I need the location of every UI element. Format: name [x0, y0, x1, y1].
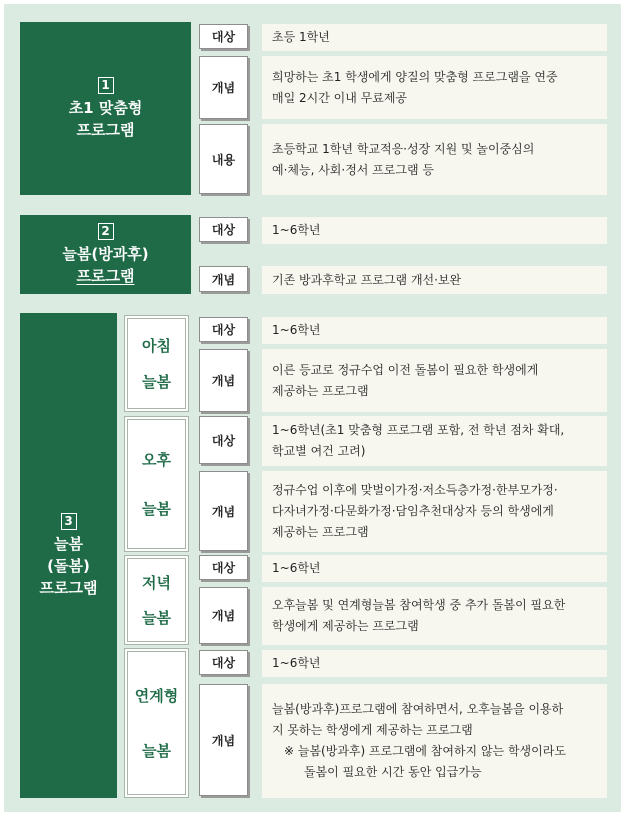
- linked-target-label: 대상: [199, 650, 248, 675]
- evening-target-label: 대상: [199, 555, 248, 580]
- afternoon-neulbom: 오후 늘봄: [124, 416, 189, 552]
- afternoon-concept-value: 정규수업 이후에 맞벌이가정·저소득층가정·한부모가정· 다자녀가정·다문화가정·담임추천대상자 등의 학생에게 제공하는 프로그램: [262, 471, 607, 552]
- evening-neulbom: 저녁 늘봄: [124, 555, 189, 645]
- morning-target-value: 1~6학년: [262, 317, 607, 344]
- afternoon-target-label: 대상: [199, 416, 248, 464]
- morning-concept-label: 개념: [199, 349, 248, 412]
- linked-concept-value: 늘봄(방과후)프로그램에 참여하면서, 오후늘봄을 이용하 지 못하는 학생에게 제공하는 프로그램 ※ 늘봄(방과후) 프로그램에 참여하지 않는 학생이라도 돌봄이 필요한 시간 동안 입급가능: [262, 684, 607, 798]
- section3-title-line2: (돌봄): [47, 556, 90, 575]
- section1-content-value: 초등학교 1학년 학교적응·성장 지원 및 놀이중심의 예·체능, 사회·정서 프로그램 등: [262, 124, 607, 195]
- section1-concept-value: 희망하는 초1 학생에게 양질의 맞춤형 프로그램을 연중 매일 2시간 이내 무료제공: [262, 56, 607, 119]
- section1-header: [20, 22, 191, 195]
- section2-concept-value: 기존 방과후학교 프로그램 개선·보완: [262, 266, 607, 294]
- morning-concept-value: 이른 등교로 정규수업 이전 돌봄이 필요한 학생에게 제공하는 프로그램: [262, 349, 607, 412]
- section3-title-line3: 프로그램: [39, 578, 98, 597]
- section3-title-line1: 늘봄: [54, 534, 83, 553]
- section1-target-value: 초등 1학년: [262, 24, 607, 51]
- section2-target-label: 대상: [199, 217, 248, 242]
- section1-number: 1: [98, 77, 114, 94]
- afternoon-target-value: 1~6학년(초1 맞춤형 프로그램 포함, 전 학년 점차 확대, 학교별 여건 고려): [262, 416, 607, 466]
- section1-concept-label: 개념: [199, 56, 248, 119]
- program-table: [4, 4, 621, 812]
- evening-concept-label: 개념: [199, 587, 248, 644]
- section1-title-line2: 프로그램: [76, 120, 135, 139]
- linked-target-value: 1~6학년: [262, 650, 607, 677]
- section1-target-label: 대상: [199, 24, 248, 49]
- section2-target-value: 1~6학년: [262, 217, 607, 244]
- section2-title-line1: 늘봄(방과후): [62, 244, 149, 263]
- section3-number: 3: [61, 513, 77, 530]
- section2-concept-label: 개념: [199, 266, 248, 292]
- section1-content-label: 내용: [199, 124, 248, 194]
- linked-concept-label: 개념: [199, 684, 248, 796]
- afternoon-concept-label: 개념: [199, 471, 248, 551]
- section2-header: [20, 215, 191, 294]
- section1-title-line1: 초1 맞춤형: [68, 98, 143, 117]
- section2-number: 2: [98, 223, 114, 240]
- linked-neulbom: 연계형 늘봄: [124, 648, 189, 798]
- morning-target-label: 대상: [199, 317, 248, 342]
- morning-neulbom: 아침 늘봄: [124, 315, 189, 412]
- linked-note-line1: ※ 늘봄(방과후) 프로그램에 참여하지 않는 학생이라도: [284, 744, 566, 758]
- evening-concept-value: 오후늘봄 및 연계형늘봄 참여학생 중 추가 돌봄이 필요한 학생에게 제공하는 프로그램: [262, 587, 607, 645]
- linked-note-line2: 돌봄이 필요한 시간 동안 입급가능: [304, 765, 482, 779]
- evening-target-value: 1~6학년: [262, 555, 607, 582]
- section2-title-line2: 프로그램: [76, 266, 135, 285]
- section3-header: [20, 313, 117, 798]
